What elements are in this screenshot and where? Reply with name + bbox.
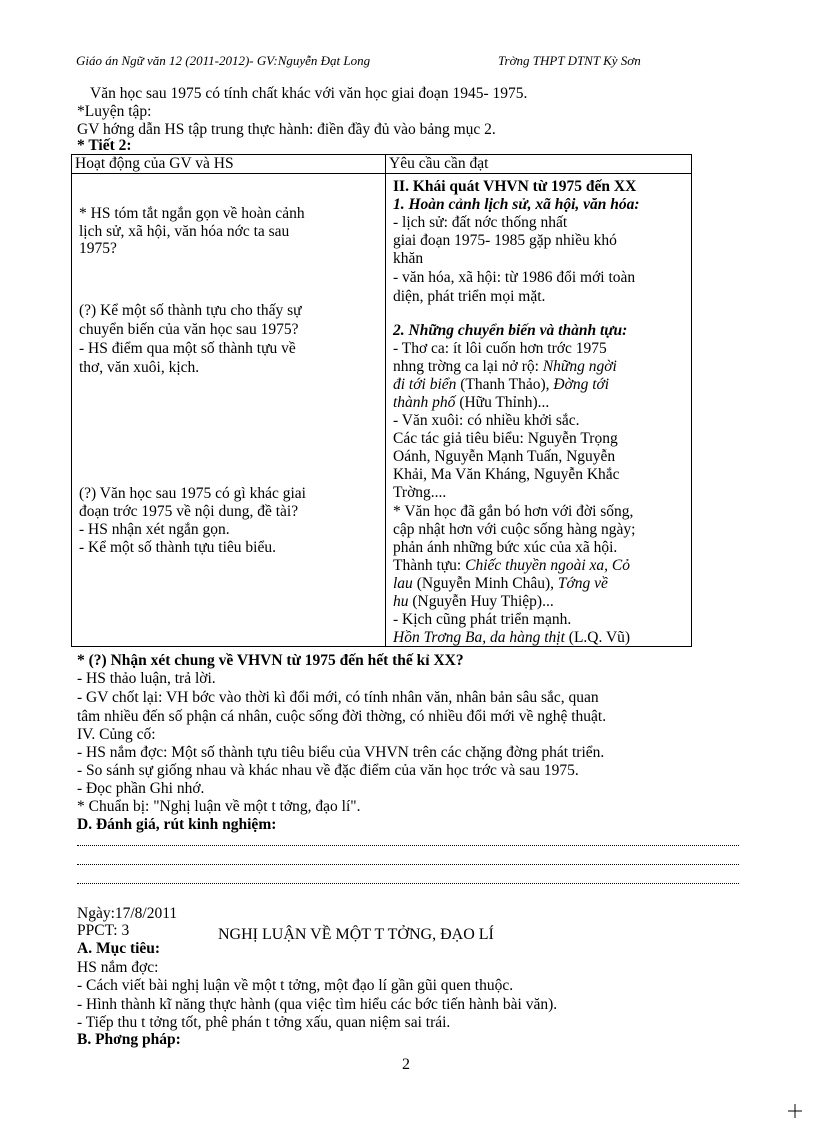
activity-line: chuyển biến của văn học sau 1975? (79, 321, 299, 338)
period-heading: * Tiết 2: (77, 137, 132, 154)
dotted-line (77, 845, 739, 846)
body-line: - Cách viết bài nghị luận về một t tởng, một đạo lí gần gũi quen thuộc. (77, 977, 514, 994)
lesson-date: Ngày:17/8/2011 (77, 905, 178, 922)
lesson-ppct: PPCT: 3 (77, 922, 130, 939)
consolidation-heading: IV. Củng cố: (77, 726, 156, 743)
text-run: (Nguyễn Minh Châu), (412, 575, 558, 592)
work-title: Những ngời (542, 358, 617, 375)
activity-line: lịch sử, xã hội, văn hóa nớc ta sau (79, 223, 290, 240)
corner-mark (788, 1104, 802, 1118)
header-right: Trờng THPT DTNT Kỳ Sơn (498, 53, 641, 68)
intro-line: GV hớng dẫn HS tập trung thực hành: điền đầy đủ vào bảng mục 2. (77, 121, 496, 138)
activity-line: đoạn trớc 1975 về nội dung, đề tài? (79, 503, 299, 520)
table-row (72, 174, 692, 647)
requirement-line (393, 376, 609, 393)
subsection-heading: 2. Những chuyển biến và thành tựu: (393, 322, 628, 339)
dotted-line (77, 864, 739, 865)
activity-line: thơ, văn xuôi, kịch. (79, 359, 200, 376)
body-line: - HS nắm đợc: Một số thành tựu tiêu biểu của VHVN trên các chặng đờng phát triển. (77, 744, 605, 761)
work-title: lau (393, 575, 413, 592)
activity-line: (?) Kể một số thành tựu cho thấy sự (79, 302, 302, 319)
body-line: HS nắm đợc: (77, 959, 159, 976)
intro-line: Văn học sau 1975 có tính chất khác với văn học giai đoạn 1945- 1975. (90, 85, 528, 102)
text-run: (Nguyễn Huy Thiệp)... (408, 593, 554, 610)
section-heading: II. Khái quát VHVN từ 1975 đến XX (393, 178, 637, 195)
requirement-line: giai đoạn 1975- 1985 gặp nhiều khó (393, 232, 617, 249)
subsection-heading: 1. Hoàn cảnh lịch sử, xã hội, văn hóa: (393, 196, 640, 213)
table-header-row (72, 155, 692, 174)
requirement-line (393, 358, 617, 375)
body-line: - Đọc phần Ghi nhớ. (77, 780, 205, 797)
requirement-line (393, 575, 608, 592)
requirement-line (393, 394, 549, 411)
body-line: - So sánh sự giống nhau và khác nhau về đặc điểm của văn học trớc và sau 1975. (77, 762, 579, 779)
activity-line: - HS điểm qua một số thành tựu về (79, 340, 296, 357)
summary-question: * (?) Nhận xét chung về VHVN từ 1975 đến hết thế kỉ XX? (77, 652, 464, 669)
text-run: nhng trờng ca lại nở rộ: (393, 358, 543, 375)
header-left: Giáo án Ngữ văn 12 (2011-2012)- GV:Nguyễn Đạt Long (76, 53, 371, 68)
requirement-line: Khải, Ma Văn Kháng, Nguyễn Khắc (393, 466, 620, 483)
lesson-title: NGHỊ LUẬN VỀ MỘT T TỞNG, ĐẠO LÍ (218, 926, 494, 943)
requirement-line (393, 557, 630, 574)
body-line: - GV chốt lại: VH bớc vào thời kì đổi mới, có tính nhân văn, nhân bản sâu sắc, quan (77, 689, 599, 706)
text-run: (Hữu Thỉnh)... (455, 394, 550, 411)
requirement-cell (386, 174, 692, 647)
dotted-line (77, 883, 739, 884)
work-title: Tớng về (557, 575, 608, 592)
work-title: Hồn Trơng Ba, da hàng thịt (393, 629, 565, 646)
body-line: - Tiếp thu t tởng tốt, phê phán t tởng xấu, quan niệm sai trái. (77, 1014, 451, 1031)
requirement-line: phản ánh những bức xúc của xã hội. (393, 539, 618, 556)
requirement-line: khăn (393, 250, 424, 267)
activity-line: - HS nhận xét ngắn gọn. (79, 521, 230, 538)
requirement-line: - Thơ ca: ít lôi cuốn hơn trớc 1975 (393, 340, 607, 357)
requirement-line: cập nhật hơn với cuộc sống hàng ngày; (393, 521, 636, 538)
work-title: đi tới biển (393, 376, 457, 393)
page-number: 2 (402, 1056, 410, 1073)
requirement-line: diện, phát triển mọi mặt. (393, 288, 546, 305)
requirement-line: * Văn học đã gắn bó hơn với đời sống, (393, 503, 634, 520)
text-run: (Thanh Thảo), (456, 376, 554, 393)
work-title: Đờng tới (553, 376, 610, 393)
body-line: tâm nhiều đến số phận cá nhân, cuộc sống đời thờng, có nhiều đổi mới về nghệ thuật. (77, 708, 607, 725)
text-run: (L.Q. Vũ) (564, 629, 631, 646)
requirement-line (393, 629, 630, 646)
method-heading: B. Phơng pháp: (77, 1031, 181, 1048)
activity-cell (72, 174, 386, 647)
requirement-line: Oánh, Nguyễn Mạnh Tuấn, Nguyễn (393, 448, 616, 465)
column-header: Hoạt động của GV và HS (72, 155, 386, 174)
activity-line: 1975? (79, 240, 117, 257)
body-line: * Chuẩn bị: "Nghị luận về một t tởng, đạo lí". (77, 798, 361, 815)
work-title: Chiếc thuyền ngoài xa, Cỏ (465, 557, 630, 574)
objectives-heading: A. Mục tiêu: (77, 940, 161, 957)
text-run: Thành tựu: (393, 557, 466, 574)
requirement-line: - lịch sử: đất nớc thống nhất (393, 214, 568, 231)
requirement-line (393, 593, 554, 610)
requirement-line: - Văn xuôi: có nhiều khởi sắc. (393, 412, 580, 429)
column-header: Yêu cầu cần đạt (386, 155, 692, 174)
requirement-line: Các tác giả tiêu biểu: Nguyễn Trọng (393, 430, 618, 447)
requirement-line: - Kịch cũng phát triển mạnh. (393, 611, 572, 628)
body-line: - Hình thành kĩ năng thực hành (qua việc tìm hiểu các bớc tiến hành bài văn). (77, 996, 558, 1013)
work-title: thành phố (393, 394, 456, 411)
activity-line: (?) Văn học sau 1975 có gì khác giai (79, 485, 306, 502)
work-title: hu (393, 593, 409, 610)
activity-line: - Kể một số thành tựu tiêu biểu. (79, 539, 276, 556)
activity-line: * HS tóm tắt ngắn gọn về hoàn cảnh (79, 205, 305, 222)
practice-heading: *Luyện tập: (77, 103, 152, 120)
evaluation-heading: D. Đánh giá, rút kinh nghiệm: (77, 816, 277, 833)
requirement-line: - văn hóa, xã hội: từ 1986 đổi mới toàn (393, 269, 636, 286)
body-line: - HS thảo luận, trả lời. (77, 670, 216, 687)
requirement-line: Trờng.... (393, 484, 447, 501)
lesson-table (71, 154, 692, 647)
